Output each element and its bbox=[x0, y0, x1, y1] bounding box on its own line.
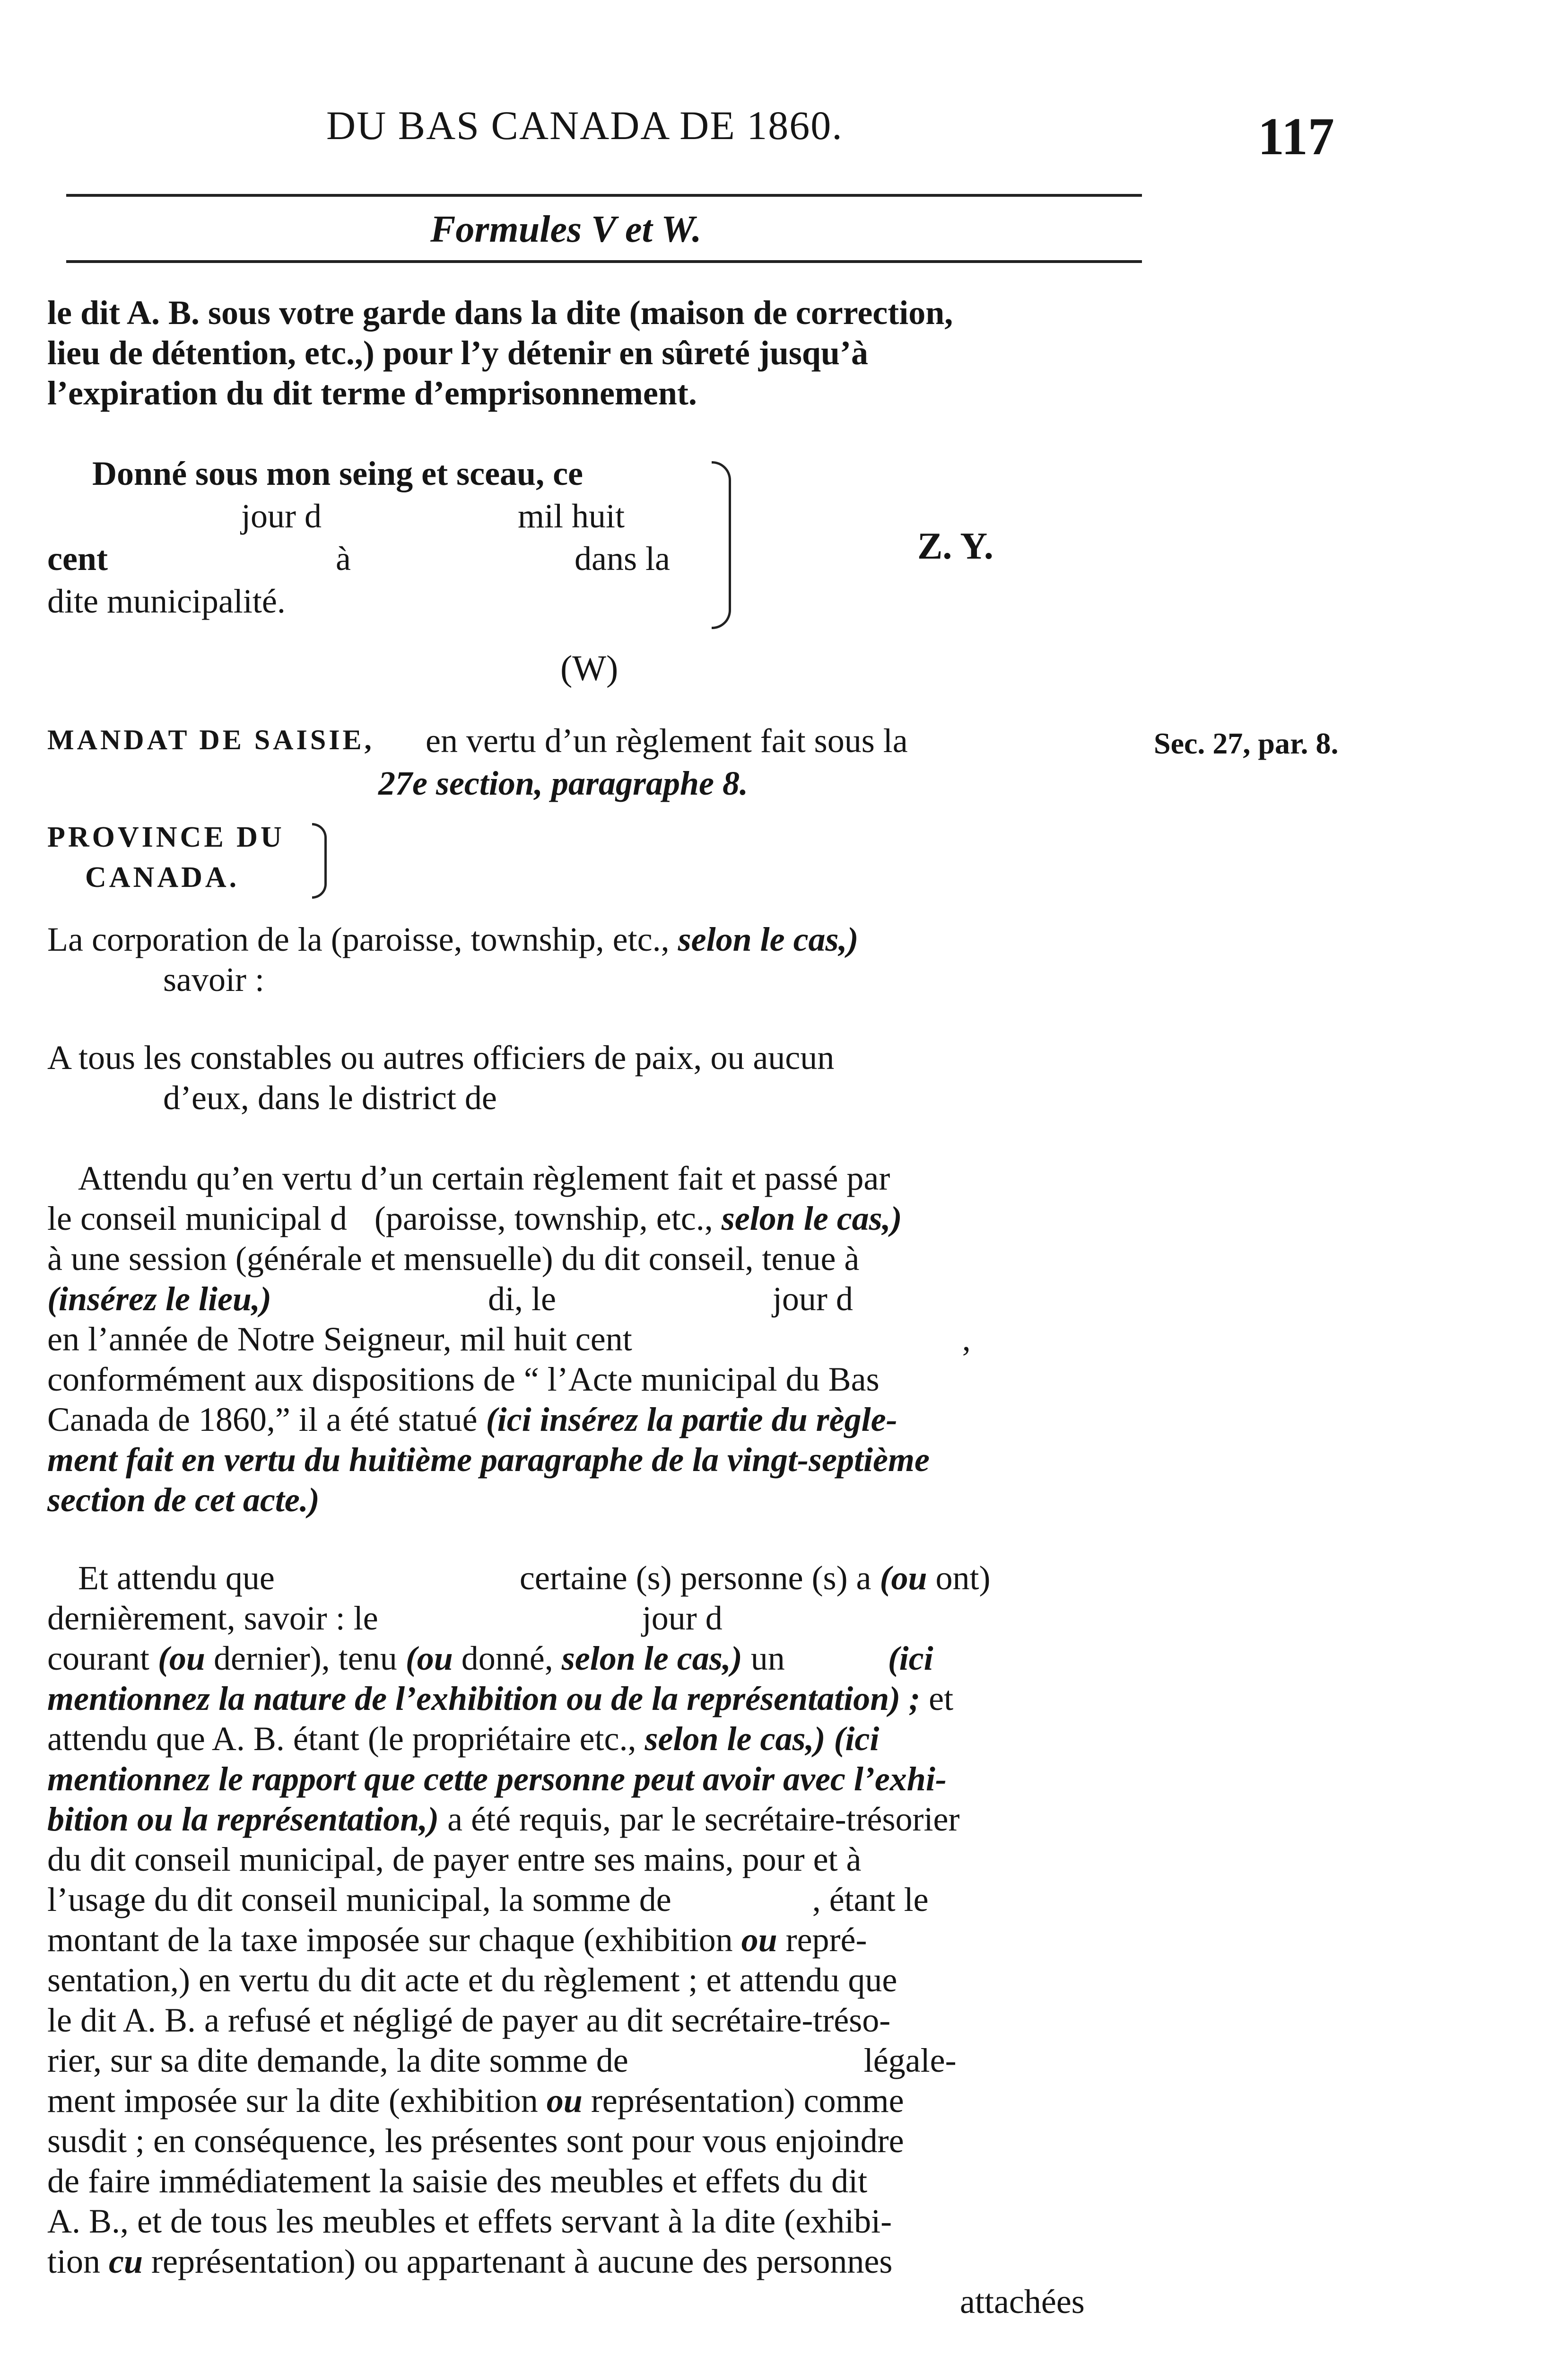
form-heading-text: 27e section, paragraphe 8. bbox=[378, 764, 748, 802]
signature-line: Donné sous mon seing et sceau, ce bbox=[92, 455, 583, 492]
text-fragment: dernier), tenu bbox=[213, 1639, 397, 1677]
text-fragment: (ici insérez la partie du règle- bbox=[486, 1401, 897, 1438]
text-line: ment fait en vertu du huitième paragraphe de la vingt-septième bbox=[47, 1441, 930, 1479]
text-fragment: montant de la taxe imposée sur chaque (exhibition bbox=[47, 1921, 733, 1959]
text-fragment: ment imposée sur la dite (exhibition bbox=[47, 2082, 538, 2120]
text-fragment: ou bbox=[741, 1921, 777, 1959]
form-heading-text: en vertu d’un règlement fait sous la bbox=[426, 722, 908, 760]
text-fragment: Canada de 1860,” il a été statué bbox=[47, 1401, 478, 1438]
margin-note: Sec. 27, par. 8. bbox=[1154, 727, 1339, 760]
signature-brace bbox=[712, 461, 731, 629]
text-fragment: (paroisse, township, etc., bbox=[374, 1200, 713, 1237]
text-line bbox=[47, 2041, 957, 2080]
signature-line: dans la bbox=[575, 540, 670, 578]
text-fragment: représentation) ou appartenant à aucune des personnes bbox=[151, 2242, 893, 2280]
text-line: du dit conseil municipal, de payer entre ses mains, pour et à bbox=[47, 1840, 862, 1878]
text-fragment: le conseil municipal d bbox=[47, 1200, 347, 1237]
text-line: susdit ; en conséquence, les présentes sont pour vous enjoindre bbox=[47, 2122, 904, 2160]
address-line: A tous les constables ou autres officiers de paix, ou aucun bbox=[47, 1039, 835, 1077]
text-fragment: , bbox=[962, 1320, 971, 1358]
text-line bbox=[78, 1559, 991, 1598]
province-line: PROVINCE DU bbox=[47, 821, 285, 853]
text-line: le dit A. B. sous votre garde dans la dite (maison de correction, bbox=[47, 294, 953, 332]
text-fragment: ont) bbox=[935, 1559, 991, 1597]
text-fragment: ou bbox=[546, 2082, 583, 2120]
text-fragment: mentionnez la nature de l’exhibition ou de la représentation) ; bbox=[47, 1680, 921, 1717]
text-fragment: un bbox=[750, 1639, 785, 1677]
text-fragment: a été requis, par le secrétaire-trésorier bbox=[447, 1800, 960, 1838]
text-fragment: Et attendu que bbox=[78, 1559, 275, 1597]
page-number: 117 bbox=[1258, 107, 1334, 166]
text-fragment: certaine (s) personne (s) a bbox=[519, 1559, 871, 1597]
text-line: de faire immédiatement la saisie des meubles et effets du dit bbox=[47, 2162, 868, 2200]
text-fragment: di, le bbox=[488, 1280, 556, 1318]
signature-line: jour d bbox=[241, 497, 322, 535]
text-line bbox=[47, 1679, 953, 1718]
text-line bbox=[47, 2081, 904, 2120]
text-line bbox=[47, 1199, 902, 1238]
running-title: DU BAS CANADA DE 1860. bbox=[326, 103, 843, 148]
text-line bbox=[47, 1639, 933, 1678]
text-fragment: courant bbox=[47, 1639, 149, 1677]
text-line bbox=[47, 1880, 929, 1919]
text-line: sentation,) en vertu du dit acte et du règlement ; et attendu que bbox=[47, 1961, 897, 1999]
text-fragment: (ici bbox=[834, 1720, 880, 1758]
text-fragment: repré- bbox=[785, 1921, 867, 1959]
text-line: l’expiration du dit terme d’emprisonnement. bbox=[47, 374, 697, 412]
text-fragment: représentation) comme bbox=[591, 2082, 904, 2120]
text-fragment: rier, sur sa dite demande, la dite somme de bbox=[47, 2041, 628, 2079]
text-fragment: l’usage du dit conseil municipal, la somme de bbox=[47, 1881, 671, 1918]
corporation-line: savoir : bbox=[163, 961, 264, 999]
text-fragment: (ou bbox=[880, 1559, 927, 1597]
text-line: section de cet acte.) bbox=[47, 1481, 320, 1519]
corporation-italic: selon le cas,) bbox=[678, 920, 859, 958]
text-fragment: selon le cas,) bbox=[561, 1639, 742, 1677]
text-line: lieu de détention, etc.,) pour l’y détenir en sûreté jusqu’à bbox=[47, 334, 868, 372]
form-letter: (W) bbox=[560, 648, 618, 688]
form-heading-title: MANDAT DE SAISIE, bbox=[47, 724, 375, 755]
text-line: A. B., et de tous les meubles et effets servant à la dite (exhibi- bbox=[47, 2202, 892, 2240]
text-fragment: et bbox=[929, 1680, 954, 1717]
text-line: Attendu qu’en vertu d’un certain règlement fait et passé par bbox=[78, 1159, 890, 1197]
corporation-text: La corporation de la (paroisse, township, etc., bbox=[47, 920, 670, 958]
section-subtitle: Formules V et W. bbox=[430, 209, 702, 250]
text-line bbox=[47, 1719, 879, 1759]
text-fragment: jour d bbox=[642, 1599, 723, 1637]
header-rule bbox=[66, 194, 1142, 197]
text-line bbox=[47, 1400, 897, 1439]
text-fragment: selon le cas,) bbox=[645, 1720, 826, 1758]
text-fragment: légale- bbox=[863, 2041, 957, 2079]
text-fragment: dernièrement, savoir : le bbox=[47, 1599, 378, 1637]
text-fragment: (ici bbox=[888, 1639, 933, 1677]
text-fragment: attendu que A. B. étant (le propriétaire etc., bbox=[47, 1720, 636, 1758]
subtitle-rule bbox=[66, 260, 1142, 263]
text-fragment: (ou bbox=[157, 1639, 205, 1677]
text-fragment: (insérez le lieu,) bbox=[47, 1280, 271, 1318]
text-line bbox=[47, 1599, 723, 1638]
signature-line: cent bbox=[47, 540, 108, 578]
text-fragment: (ou bbox=[405, 1639, 453, 1677]
signature-line: dite municipalité. bbox=[47, 582, 286, 620]
signature-line: à bbox=[336, 540, 351, 578]
text-line bbox=[47, 1279, 853, 1319]
address-line: d’eux, dans le district de bbox=[163, 1079, 497, 1117]
text-fragment: bition ou la représentation,) bbox=[47, 1800, 439, 1838]
catchword: attachées bbox=[960, 2283, 1085, 2321]
text-line: le dit A. B. a refusé et négligé de payer au dit secrétaire-tréso- bbox=[47, 2001, 891, 2039]
text-fragment: en l’année de Notre Seigneur, mil huit cent bbox=[47, 1320, 632, 1358]
province-line: CANADA. bbox=[85, 861, 240, 893]
text-line: mentionnez le rapport que cette personne peut avoir avec l’exhi- bbox=[47, 1760, 947, 1798]
corporation-line bbox=[47, 920, 859, 959]
text-fragment: tion bbox=[47, 2242, 101, 2280]
text-line: à une session (générale et mensuelle) du dit conseil, tenue à bbox=[47, 1240, 860, 1278]
text-line bbox=[47, 1800, 959, 1839]
signatory: Z. Y. bbox=[917, 526, 993, 567]
text-fragment: selon le cas,) bbox=[721, 1200, 902, 1237]
text-fragment: jour d bbox=[772, 1280, 853, 1318]
text-fragment: donné, bbox=[461, 1639, 553, 1677]
text-line: conformément aux dispositions de “ l’Acte municipal du Bas bbox=[47, 1360, 880, 1398]
text-fragment: cu bbox=[109, 2242, 143, 2280]
text-fragment: , étant le bbox=[812, 1881, 929, 1918]
text-line bbox=[47, 1920, 867, 1960]
signature-line: mil huit bbox=[518, 497, 625, 535]
text-line bbox=[47, 1320, 971, 1359]
province-brace bbox=[312, 823, 327, 899]
text-line bbox=[47, 2242, 892, 2281]
